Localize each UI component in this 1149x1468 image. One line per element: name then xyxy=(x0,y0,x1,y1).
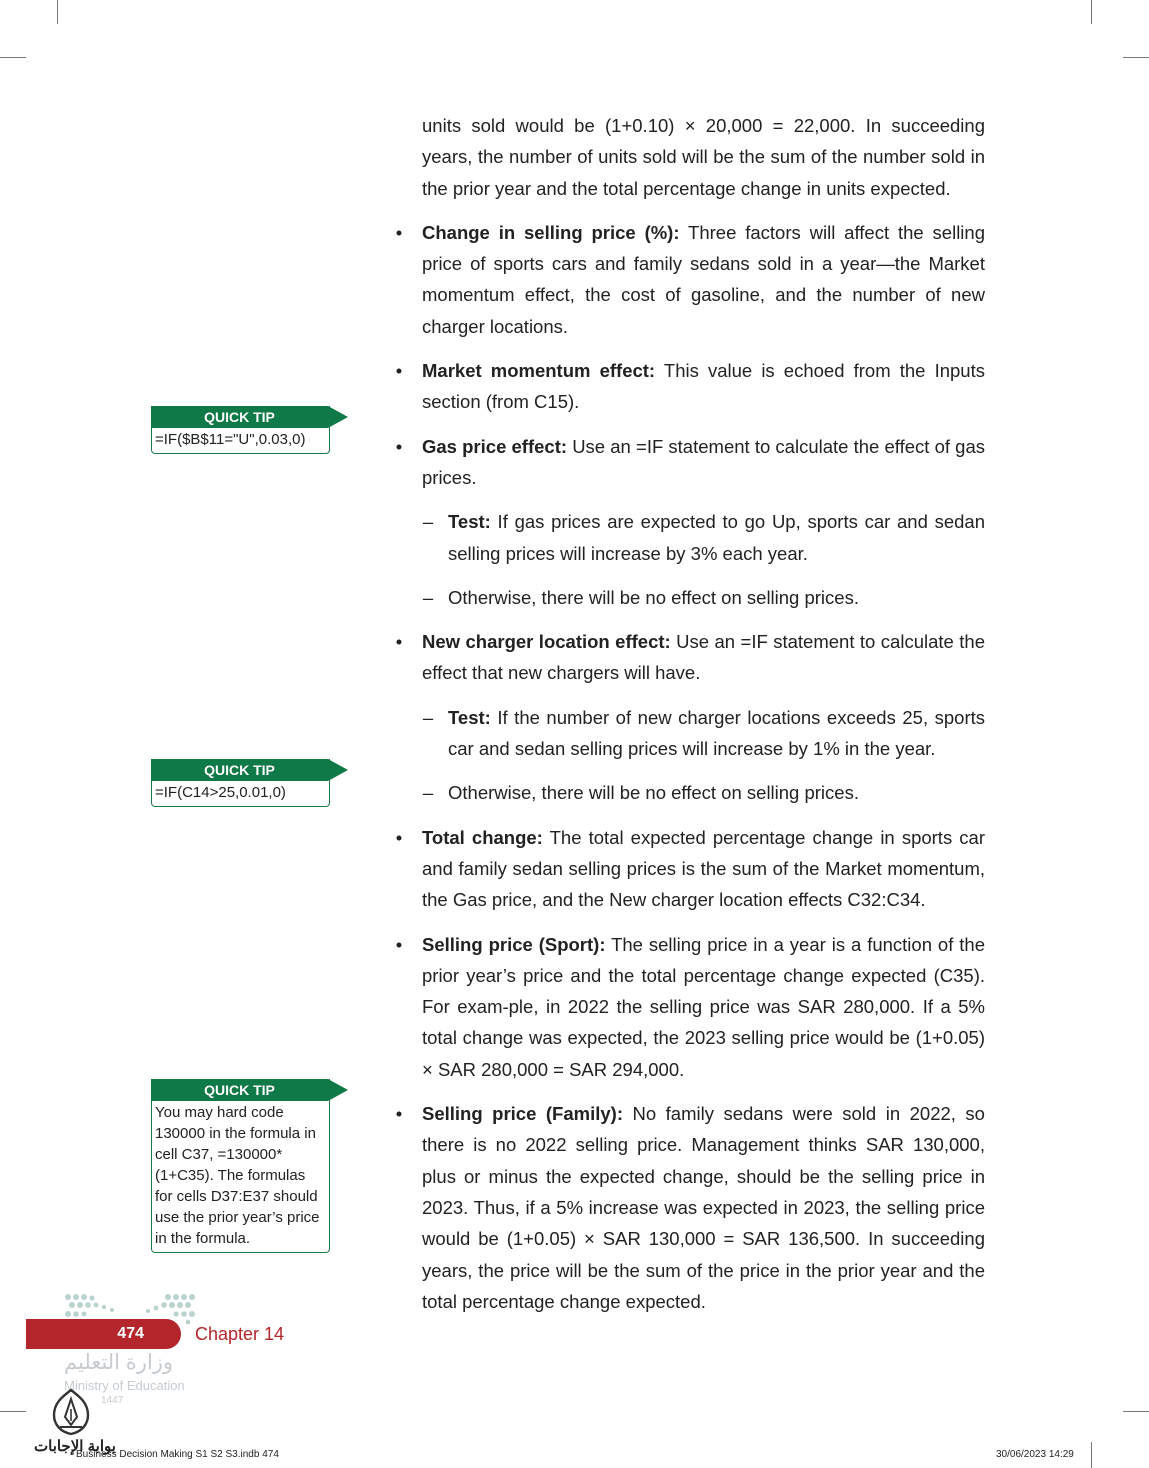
page-number-badge: 474 xyxy=(26,1319,181,1349)
item-text: The selling price in a year is a function of the prior year’s price and the total percentage change expected (C35). For exam-ple, in 2022 the selling price was SAR 280,000. If a 5% total change was expected, the 2023 selling price would be (1+0.05) × SAR 280,000 = SAR 294,000. xyxy=(422,933,985,1080)
quick-tip-gas xyxy=(151,406,330,454)
dash-icon: – xyxy=(422,511,434,533)
dash-icon: – xyxy=(422,586,434,608)
crop-mark xyxy=(1123,1411,1149,1412)
sub-item-gas-otherwise xyxy=(422,582,985,613)
sub-item-charger-test xyxy=(422,702,985,765)
main-text xyxy=(395,110,985,1317)
crop-mark xyxy=(1091,1442,1092,1468)
bullet-total-change xyxy=(395,822,985,916)
bullet-new-charger xyxy=(395,626,985,689)
quick-tip-body: =IF(C14>25,0.01,0) xyxy=(155,784,286,801)
sub-text: If gas prices are expected to go Up, sports car and sedan selling prices will increase by 3% each year. xyxy=(448,511,985,564)
bullet-selling-price-family xyxy=(395,1098,985,1317)
sub-label: Test: xyxy=(448,706,491,728)
quick-tip-title: QUICK TIP xyxy=(151,406,328,428)
crop-mark xyxy=(0,1411,26,1412)
bullet-icon: • xyxy=(395,360,403,382)
crop-mark xyxy=(57,0,58,24)
item-label: Selling price (Sport): xyxy=(422,933,606,955)
bullet-icon: • xyxy=(395,221,403,243)
item-label: Market momentum effect: xyxy=(422,360,656,382)
bullet-change-in-selling-price xyxy=(395,217,985,342)
item-text: Use an =IF statement to calculate the effect of gas prices. xyxy=(422,435,985,488)
sub-item-gas-test xyxy=(422,506,985,569)
quick-tip-body: You may hard code 130000 in the formula in cell C37, =130000*(1+C35). The formulas for cells D37:E37 should use the prior year’s price in the formula. xyxy=(155,1104,320,1247)
sub-label: Test: xyxy=(448,511,491,533)
item-label: Gas price effect: xyxy=(422,435,568,457)
quick-tip-family-price xyxy=(151,1079,330,1253)
bullet-icon: • xyxy=(395,435,403,457)
crop-mark xyxy=(0,57,26,58)
item-text: No family sedans were sold in 2022, so there is no 2022 selling price. Management thinks SAR 130,000, plus or minus the expected change, should be the selling price in 2023. Thus, if a 5% increase was expected in 2023, the selling price would be (1+0.05) × SAR 130,000 = SAR 136,500. In succeeding years, the price will be the sum of the price in the prior year and the total percentage change expected. xyxy=(422,1103,985,1312)
bullet-icon: • xyxy=(395,631,403,653)
item-text: Use an =IF statement to calculate the effect that new chargers will have. xyxy=(422,631,985,684)
ministry-year: 1447 xyxy=(101,1395,124,1406)
quick-tip-charger xyxy=(151,759,330,807)
item-text: This value is echoed from the Inputs section (from C15). xyxy=(422,360,985,413)
quick-tip-title: QUICK TIP xyxy=(151,759,328,781)
dash-icon: – xyxy=(422,782,434,804)
ministry-english-name: Ministry of Education xyxy=(64,1378,185,1393)
item-label: Change in selling price (%): xyxy=(422,221,680,243)
sub-text: Otherwise, there will be no effect on selling prices. xyxy=(448,782,859,804)
item-text: The total expected percentage change in sports car and family sedan selling prices is the sum of the Market momentum, the Gas price, and the New charger location effects C32:C34. xyxy=(422,826,985,911)
intro-paragraph: units sold would be (1+0.10) × 20,000 = 22,000. In succeeding years, the number of units sold will be the sum of the number sold in the prior year and the total percentage change in units expected. xyxy=(422,115,985,199)
pen-emblem-icon xyxy=(48,1387,94,1437)
quick-tip-title: QUICK TIP xyxy=(151,1079,328,1101)
footer-file-name: Business Decision Making S1 S2 S3.indb 474 xyxy=(76,1449,279,1460)
watermark-text: بوابة الإجابات xyxy=(34,1438,116,1455)
sub-text: If the number of new charger locations exceeds 25, sports car and sedan selling prices will increase by 1% in the year. xyxy=(448,706,985,760)
footer-timestamp: 30/06/2023 14:29 xyxy=(996,1449,1074,1460)
item-label: Total change: xyxy=(422,826,543,848)
bullet-icon: • xyxy=(395,1103,403,1125)
chapter-label: Chapter 14 xyxy=(195,1324,285,1344)
quick-tip-body: =IF($B$11="U",0.03,0) xyxy=(155,431,306,448)
crop-mark xyxy=(1091,0,1092,24)
crop-mark xyxy=(1123,57,1149,58)
bullet-icon: • xyxy=(395,826,403,848)
bullet-selling-price-sport xyxy=(395,929,985,1085)
item-label: New charger location effect: xyxy=(422,631,671,653)
item-text: Three factors will affect the selling price of sports cars and family sedans sold in a year—the Market momentum effect, the cost of gasoline, and the number of new charger locations. xyxy=(422,221,985,337)
bullet-icon: • xyxy=(395,933,403,955)
sub-item-charger-otherwise xyxy=(422,777,985,808)
dash-icon: – xyxy=(422,706,434,728)
bullet-market-momentum xyxy=(395,355,985,418)
bullet-gas-price xyxy=(395,431,985,494)
sub-text: Otherwise, there will be no effect on selling prices. xyxy=(448,586,859,608)
item-label: Selling price (Family): xyxy=(422,1103,623,1125)
ministry-arabic-name: وزارة التعليم xyxy=(64,1351,174,1374)
